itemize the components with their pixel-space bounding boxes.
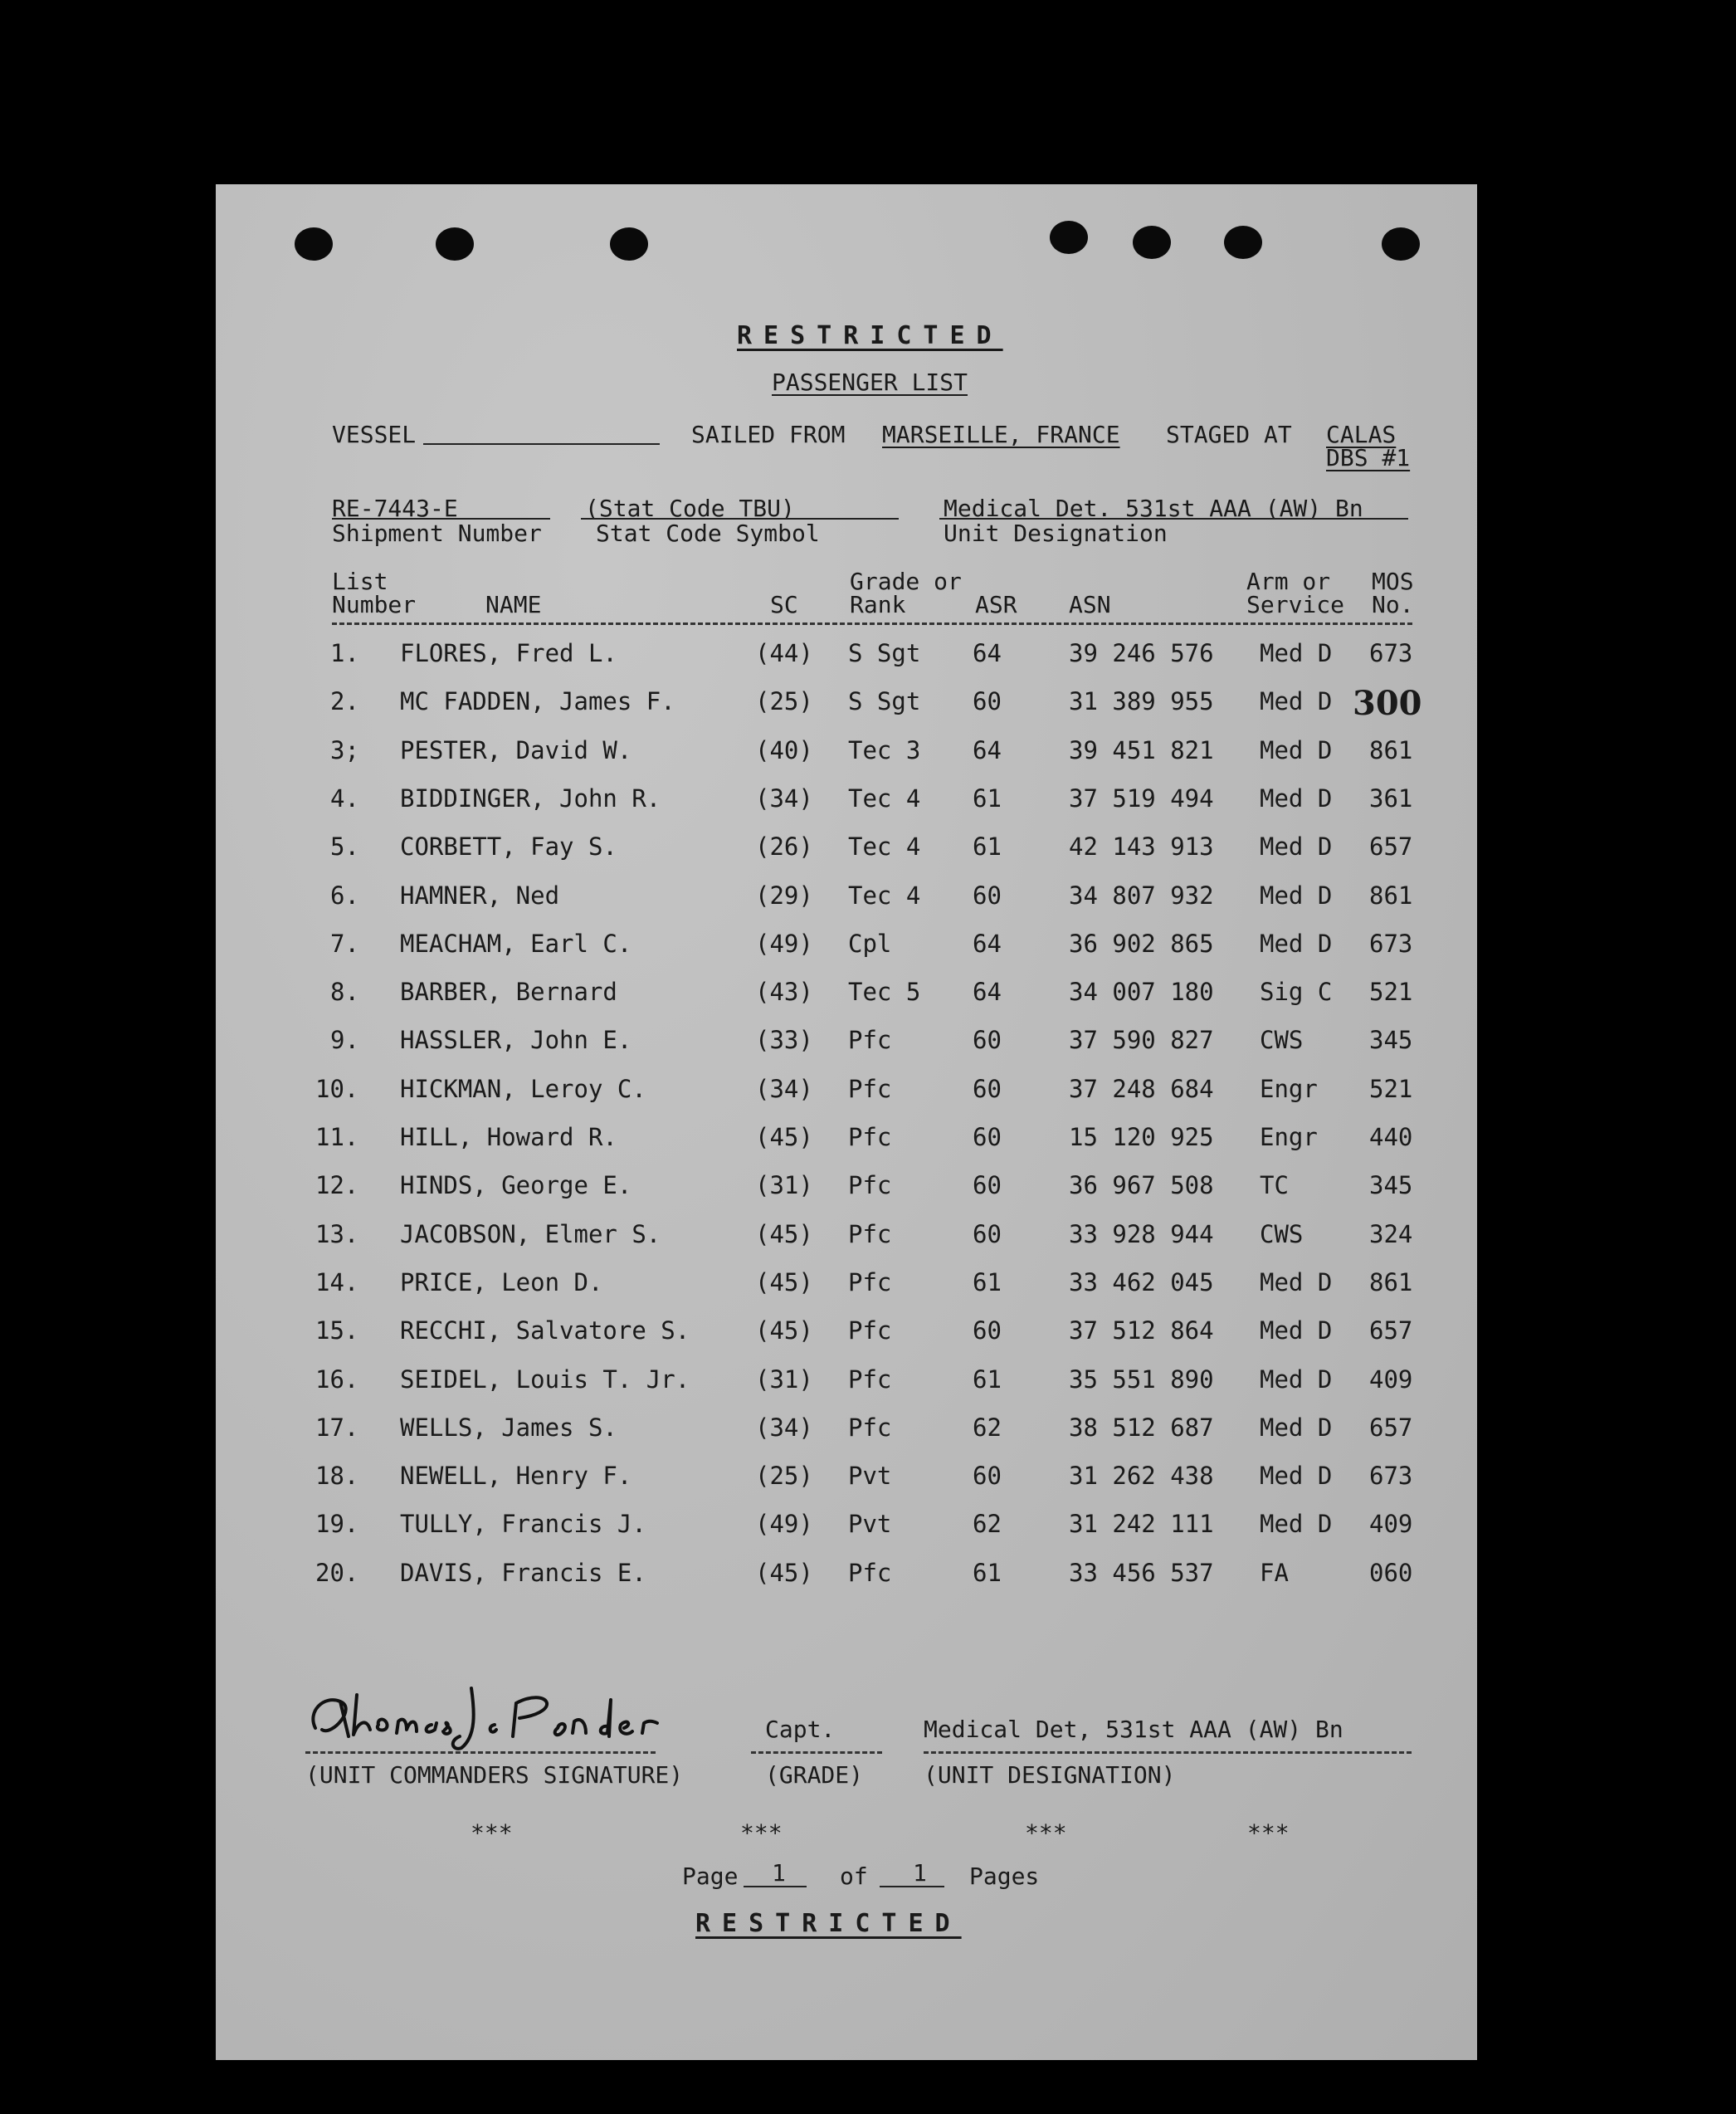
asr-value: 62 xyxy=(973,1413,1002,1442)
grade-value: Tec 4 xyxy=(848,832,921,861)
col-asn: ASN xyxy=(1069,591,1111,618)
sc-value: (25) xyxy=(755,1462,813,1490)
asn-value: 39 451 821 xyxy=(1069,736,1214,764)
grade-value: Tec 3 xyxy=(848,736,921,764)
list-number: 3; xyxy=(330,736,359,764)
commander-signature xyxy=(299,1678,689,1753)
list-number: 8. xyxy=(330,978,359,1006)
punch-hole xyxy=(1133,226,1171,259)
sc-value: (25) xyxy=(755,687,813,715)
passenger-name: MEACHAM, Earl C. xyxy=(400,930,632,958)
passenger-name: RECCHI, Salvatore S. xyxy=(400,1316,690,1345)
list-number: 7. xyxy=(330,930,359,958)
stat-code-label: Stat Code Symbol xyxy=(596,520,820,547)
asr-value: 60 xyxy=(973,1171,1002,1199)
sc-value: (34) xyxy=(755,1413,813,1442)
grade-value: Pvt xyxy=(848,1510,892,1538)
mos-value: 673 xyxy=(1369,1462,1413,1490)
grade-value: Capt. xyxy=(765,1716,836,1743)
arm-service-value: Med D xyxy=(1260,687,1333,715)
punch-hole xyxy=(1224,226,1262,259)
mos-value: 409 xyxy=(1369,1365,1413,1394)
asn-value: 31 242 111 xyxy=(1069,1510,1214,1538)
asn-value: 33 462 045 xyxy=(1069,1268,1214,1296)
sc-value: (45) xyxy=(755,1123,813,1151)
asr-value: 61 xyxy=(973,1268,1002,1296)
asr-value: 60 xyxy=(973,1462,1002,1490)
grade-value: Pfc xyxy=(848,1123,892,1151)
sc-value: (43) xyxy=(755,978,813,1006)
passenger-name: NEWELL, Henry F. xyxy=(400,1462,632,1490)
grade-value: Pfc xyxy=(848,1413,892,1442)
grade-value: Tec 5 xyxy=(848,978,921,1006)
mos-value: 673 xyxy=(1369,639,1413,667)
arm-service-value: Med D xyxy=(1260,1316,1333,1345)
asn-value: 15 120 925 xyxy=(1069,1123,1214,1151)
list-number: 12. xyxy=(315,1171,359,1199)
mos-value: 657 xyxy=(1369,1316,1413,1345)
arm-service-value: TC xyxy=(1260,1171,1289,1199)
passenger-name: TULLY, Francis J. xyxy=(400,1510,646,1538)
list-number: 20. xyxy=(315,1559,359,1587)
passenger-name: FLORES, Fred L. xyxy=(400,639,617,667)
asn-value: 37 519 494 xyxy=(1069,784,1214,813)
page-number-line xyxy=(744,1886,807,1887)
arm-service-value: Med D xyxy=(1260,736,1333,764)
passenger-name: CORBETT, Fay S. xyxy=(400,832,617,861)
document-title: PASSENGER LIST xyxy=(772,369,968,396)
unit-designation: Medical Det. 531st AAA (AW) Bn xyxy=(944,495,1363,522)
passenger-name: BARBER, Bernard xyxy=(400,978,617,1006)
page-label: Page xyxy=(682,1863,739,1890)
mos-value: 657 xyxy=(1369,832,1413,861)
grade-value: Pfc xyxy=(848,1026,892,1054)
sc-value: (31) xyxy=(755,1171,813,1199)
asr-value: 60 xyxy=(973,1075,1002,1103)
asn-value: 34 007 180 xyxy=(1069,978,1214,1006)
list-number: 13. xyxy=(315,1220,359,1248)
asn-value: 36 967 508 xyxy=(1069,1171,1214,1199)
passenger-name: DAVIS, Francis E. xyxy=(400,1559,646,1587)
list-number: 11. xyxy=(315,1123,359,1151)
arm-service-value: Med D xyxy=(1260,639,1333,667)
mos-value: 440 xyxy=(1369,1123,1413,1151)
grade-value: Pvt xyxy=(848,1462,892,1490)
grade-value: Cpl xyxy=(848,930,892,958)
sc-value: (45) xyxy=(755,1559,813,1587)
arm-service-value: Med D xyxy=(1260,1510,1333,1538)
signature-line xyxy=(305,1751,656,1754)
mos-correction-stamp: 300 xyxy=(1353,684,1422,723)
col-arm-2: Service xyxy=(1246,591,1345,618)
asr-value: 64 xyxy=(973,930,1002,958)
asr-value: 61 xyxy=(973,1365,1002,1394)
sc-value: (40) xyxy=(755,736,813,764)
grade-label: (GRADE) xyxy=(765,1761,864,1789)
list-number: 2. xyxy=(330,687,359,715)
stars-1: *** xyxy=(471,1819,513,1847)
footer-unit-label: (UNIT DESIGNATION) xyxy=(924,1761,1176,1789)
vessel-blank xyxy=(423,443,660,445)
col-grade-2: Rank xyxy=(850,591,906,618)
asr-value: 64 xyxy=(973,639,1002,667)
asn-value: 37 512 864 xyxy=(1069,1316,1214,1345)
passenger-name: HAMNER, Ned xyxy=(400,881,560,910)
passenger-name: PRICE, Leon D. xyxy=(400,1268,603,1296)
passenger-name: BIDDINGER, John R. xyxy=(400,784,661,813)
of-label: of xyxy=(840,1863,868,1890)
arm-service-value: Med D xyxy=(1260,930,1333,958)
arm-service-value: Med D xyxy=(1260,1268,1333,1296)
asr-value: 60 xyxy=(973,1220,1002,1248)
list-number: 1. xyxy=(330,639,359,667)
asn-value: 37 590 827 xyxy=(1069,1026,1214,1054)
col-arm-1: Arm or xyxy=(1246,568,1331,595)
grade-value: Tec 4 xyxy=(848,881,921,910)
mos-value: 673 xyxy=(1369,930,1413,958)
grade-value: Pfc xyxy=(848,1075,892,1103)
sailed-from-label: SAILED FROM xyxy=(691,421,846,448)
asn-value: 34 807 932 xyxy=(1069,881,1214,910)
grade-line xyxy=(751,1751,882,1754)
list-number: 14. xyxy=(315,1268,359,1296)
col-sc: SC xyxy=(770,591,798,618)
passenger-name: JACOBSON, Elmer S. xyxy=(400,1220,661,1248)
list-number: 18. xyxy=(315,1462,359,1490)
passenger-name: HASSLER, John E. xyxy=(400,1026,632,1054)
punch-hole xyxy=(1382,227,1420,261)
page-total: 1 xyxy=(913,1859,927,1887)
col-asr: ASR xyxy=(975,591,1017,618)
stars-4: *** xyxy=(1247,1819,1290,1847)
list-number: 6. xyxy=(330,881,359,910)
page-number: 1 xyxy=(772,1859,786,1887)
sc-value: (45) xyxy=(755,1316,813,1345)
passenger-list-page xyxy=(216,184,1477,2060)
passenger-name: HILL, Howard R. xyxy=(400,1123,617,1151)
arm-service-value: Med D xyxy=(1260,1462,1333,1490)
asr-value: 60 xyxy=(973,687,1002,715)
restricted-header: RESTRICTED xyxy=(737,321,1003,350)
punch-hole xyxy=(295,227,333,261)
grade-value: Tec 4 xyxy=(848,784,921,813)
arm-service-value: Sig C xyxy=(1260,978,1333,1006)
passenger-name: SEIDEL, Louis T. Jr. xyxy=(400,1365,690,1394)
grade-value: Pfc xyxy=(848,1559,892,1587)
grade-value: Pfc xyxy=(848,1171,892,1199)
unit-designation-label: Unit Designation xyxy=(944,520,1168,547)
asr-value: 62 xyxy=(973,1510,1002,1538)
passenger-name: WELLS, James S. xyxy=(400,1413,617,1442)
punch-hole xyxy=(1050,221,1088,254)
page-total-line xyxy=(880,1886,944,1887)
sc-value: (44) xyxy=(755,639,813,667)
asr-value: 60 xyxy=(973,1123,1002,1151)
list-number: 4. xyxy=(330,784,359,813)
col-mos-1: MOS xyxy=(1372,568,1414,595)
restricted-footer: RESTRICTED xyxy=(695,1909,962,1938)
sc-value: (34) xyxy=(755,784,813,813)
arm-service-value: Med D xyxy=(1260,1365,1333,1394)
list-number: 5. xyxy=(330,832,359,861)
list-number: 19. xyxy=(315,1510,359,1538)
mos-value: 324 xyxy=(1369,1220,1413,1248)
col-list-number-2: Number xyxy=(332,591,417,618)
passenger-name: MC FADDEN, James F. xyxy=(400,687,675,715)
mos-value: 861 xyxy=(1369,881,1413,910)
asr-value: 60 xyxy=(973,1026,1002,1054)
grade-value: Pfc xyxy=(848,1316,892,1345)
grade-value: Pfc xyxy=(848,1220,892,1248)
shipment-number: RE-7443-E xyxy=(332,495,458,522)
stars-3: *** xyxy=(1025,1819,1067,1847)
mos-value: 521 xyxy=(1369,978,1413,1006)
sc-value: (34) xyxy=(755,1075,813,1103)
asn-value: 33 928 944 xyxy=(1069,1220,1214,1248)
asn-value: 33 456 537 xyxy=(1069,1559,1214,1587)
list-number: 17. xyxy=(315,1413,359,1442)
grade-value: S Sgt xyxy=(848,687,921,715)
header-divider xyxy=(332,622,1412,625)
stars-2: *** xyxy=(740,1819,783,1847)
punch-hole xyxy=(610,227,648,261)
punch-hole xyxy=(436,227,474,261)
asr-value: 60 xyxy=(973,1316,1002,1345)
mos-value: 657 xyxy=(1369,1413,1413,1442)
arm-service-value: Engr xyxy=(1260,1075,1318,1103)
arm-service-value: CWS xyxy=(1260,1220,1304,1248)
list-number: 16. xyxy=(315,1365,359,1394)
asn-value: 39 246 576 xyxy=(1069,639,1214,667)
mos-value: 060 xyxy=(1369,1559,1413,1587)
sc-value: (49) xyxy=(755,930,813,958)
asn-value: 35 551 890 xyxy=(1069,1365,1214,1394)
arm-service-value: Med D xyxy=(1260,832,1333,861)
staged-at-value: CALAS xyxy=(1326,421,1397,448)
asr-value: 64 xyxy=(973,736,1002,764)
asn-value: 31 262 438 xyxy=(1069,1462,1214,1490)
passenger-name: PESTER, David W. xyxy=(400,736,632,764)
mos-value: 361 xyxy=(1369,784,1413,813)
passenger-name: HINDS, George E. xyxy=(400,1171,632,1199)
col-list-number-1: List xyxy=(332,568,388,595)
stat-code: (Stat Code TBU) xyxy=(585,495,795,522)
mos-value: 409 xyxy=(1369,1510,1413,1538)
sc-value: (26) xyxy=(755,832,813,861)
sc-value: (49) xyxy=(755,1510,813,1538)
asr-value: 61 xyxy=(973,1559,1002,1587)
asr-value: 61 xyxy=(973,832,1002,861)
asn-value: 38 512 687 xyxy=(1069,1413,1214,1442)
sc-value: (29) xyxy=(755,881,813,910)
sc-value: (45) xyxy=(755,1268,813,1296)
arm-service-value: FA xyxy=(1260,1559,1289,1587)
asn-value: 42 143 913 xyxy=(1069,832,1214,861)
signature-label: (UNIT COMMANDERS SIGNATURE) xyxy=(305,1761,684,1789)
asn-value: 37 248 684 xyxy=(1069,1075,1214,1103)
col-mos-2: No. xyxy=(1372,591,1414,618)
arm-service-value: Engr xyxy=(1260,1123,1318,1151)
mos-value: 521 xyxy=(1369,1075,1413,1103)
sc-value: (33) xyxy=(755,1026,813,1054)
pages-label: Pages xyxy=(969,1863,1040,1890)
asn-value: 36 902 865 xyxy=(1069,930,1214,958)
footer-unit-line xyxy=(924,1751,1412,1754)
shipment-number-label: Shipment Number xyxy=(332,520,542,547)
col-name: NAME xyxy=(485,591,542,618)
asr-value: 64 xyxy=(973,978,1002,1006)
asr-value: 61 xyxy=(973,784,1002,813)
grade-value: S Sgt xyxy=(848,639,921,667)
passenger-name: HICKMAN, Leroy C. xyxy=(400,1075,646,1103)
asn-value: 31 389 955 xyxy=(1069,687,1214,715)
vessel-label: VESSEL xyxy=(332,421,417,448)
sailed-from-value: MARSEILLE, FRANCE xyxy=(882,421,1120,448)
grade-value: Pfc xyxy=(848,1268,892,1296)
list-number: 15. xyxy=(315,1316,359,1345)
mos-value: 345 xyxy=(1369,1171,1413,1199)
list-number: 9. xyxy=(330,1026,359,1054)
arm-service-value: Med D xyxy=(1260,881,1333,910)
staged-at-sub: DBS #1 xyxy=(1326,444,1411,471)
mos-value: 345 xyxy=(1369,1026,1413,1054)
mos-value: 861 xyxy=(1369,1268,1413,1296)
mos-value: 861 xyxy=(1369,736,1413,764)
sc-value: (45) xyxy=(755,1220,813,1248)
footer-unit-value: Medical Det, 531st AAA (AW) Bn xyxy=(924,1716,1343,1743)
arm-service-value: CWS xyxy=(1260,1026,1304,1054)
col-grade-1: Grade or xyxy=(850,568,962,595)
grade-value: Pfc xyxy=(848,1365,892,1394)
arm-service-value: Med D xyxy=(1260,784,1333,813)
arm-service-value: Med D xyxy=(1260,1413,1333,1442)
asr-value: 60 xyxy=(973,881,1002,910)
staged-at-label: STAGED AT xyxy=(1166,421,1292,448)
list-number: 10. xyxy=(315,1075,359,1103)
sc-value: (31) xyxy=(755,1365,813,1394)
